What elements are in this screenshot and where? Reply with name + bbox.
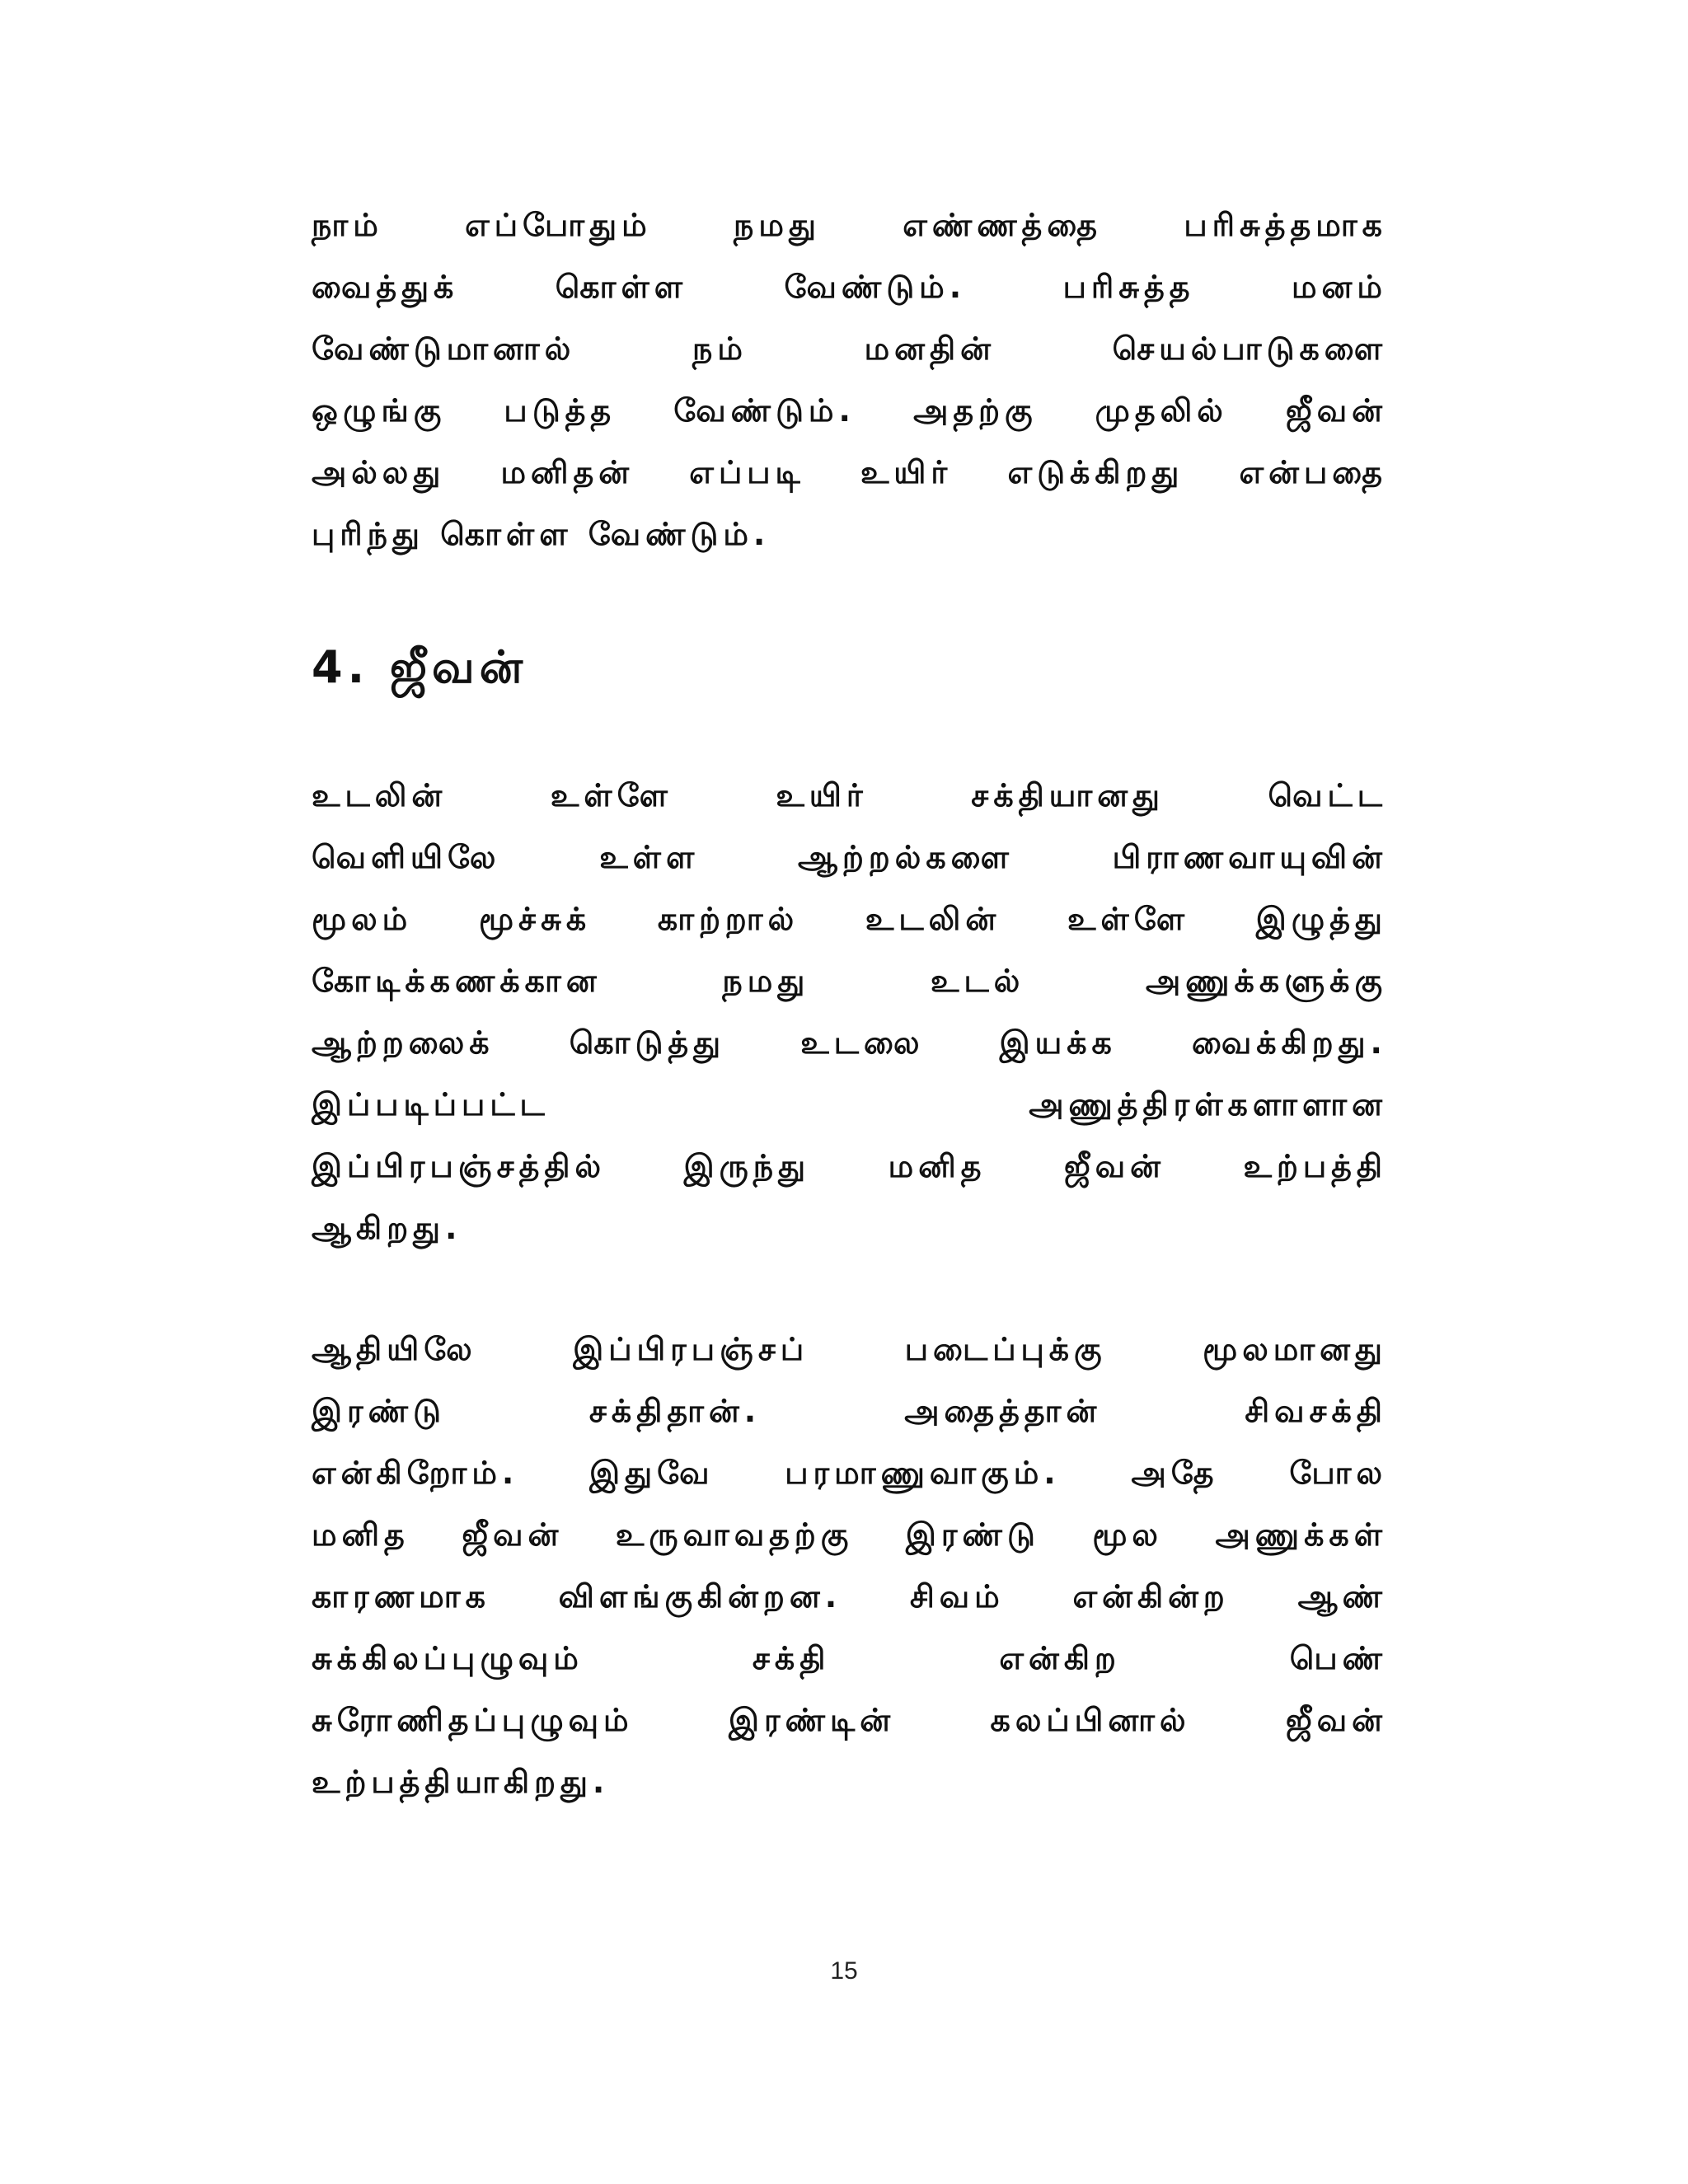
paragraph-line: என்கிறோம். இதுவே பரமாணுவாகும். அதே போல bbox=[312, 1455, 1387, 1491]
paragraph-line: கோடிக்கணக்கான நமது உடல் அணுக்களுக்கு bbox=[312, 963, 1387, 999]
section-paragraph-2 bbox=[312, 1319, 1387, 1813]
section-paragraph-1 bbox=[312, 765, 1387, 1259]
paragraph-line: வெளியிலே உள்ள ஆற்றல்களை பிராணவாயுவின் bbox=[312, 839, 1387, 875]
paragraph-line: ஆகிறது. bbox=[312, 1210, 462, 1246]
intro-paragraph bbox=[312, 194, 1387, 565]
paragraph-line: சுக்கிலப்புழுவும் சக்தி என்கிற பெண் bbox=[312, 1640, 1387, 1676]
paragraph-line: ஒழுங்கு படுத்த வேண்டும். அதற்கு முதலில் ஜீவன் bbox=[312, 392, 1387, 429]
paragraph-line: நாம் எப்போதும் நமது எண்ணத்தை பரிசுத்தமாக bbox=[312, 207, 1387, 243]
paragraph-line: இப்படிப்பட்ட அணுத்திரள்களாளான bbox=[312, 1086, 1387, 1122]
page-number: 15 bbox=[830, 1957, 858, 1985]
paragraph-line: உற்பத்தியாகிறது. bbox=[312, 1764, 610, 1800]
paragraph-line: வைத்துக் கொள்ள வேண்டும். பரிசுத்த மனம் bbox=[312, 269, 1387, 305]
paragraph-line: ஆற்றலைக் கொடுத்து உடலை இயக்க வைக்கிறது. bbox=[312, 1024, 1387, 1061]
paragraph-line: சுரோணிதப்புழுவும் இரண்டின் கலப்பினால் ஜீவன் bbox=[312, 1702, 1387, 1738]
paragraph-line: காரணமாக விளங்குகின்றன. சிவம் என்கின்ற ஆண் bbox=[312, 1578, 1387, 1615]
paragraph-line: இரண்டு சக்திதான். அதைத்தான் சிவசக்தி bbox=[312, 1393, 1387, 1429]
section-heading: 4. ஜீவன் bbox=[312, 641, 528, 693]
paragraph-line: வேண்டுமானால் நம் மனதின் செயல்பாடுகளை bbox=[312, 330, 1387, 367]
paragraph-line: மனித ஜீவன் உருவாவதற்கு இரண்டு மூல அணுக்கள் bbox=[312, 1516, 1387, 1553]
paragraph-line: அல்லது மனிதன் எப்படி உயிர் எடுக்கிறது என்பதை bbox=[312, 454, 1387, 490]
paragraph-line: மூலம் மூச்சுக் காற்றால் உடலின் உள்ளே இழுத்து bbox=[312, 901, 1387, 937]
paragraph-line: புரிந்து கொள்ள வேண்டும். bbox=[312, 516, 771, 552]
paragraph-line: உடலின் உள்ளே உயிர் சக்தியானது வெட்ட bbox=[312, 777, 1387, 813]
paragraph-line: இப்பிரபஞ்சத்தில் இருந்து மனித ஜீவன் உற்பத்தி bbox=[312, 1148, 1387, 1184]
paragraph-line: ஆதியிலே இப்பிரபஞ்சப் படைப்புக்கு மூலமானது bbox=[312, 1331, 1387, 1367]
